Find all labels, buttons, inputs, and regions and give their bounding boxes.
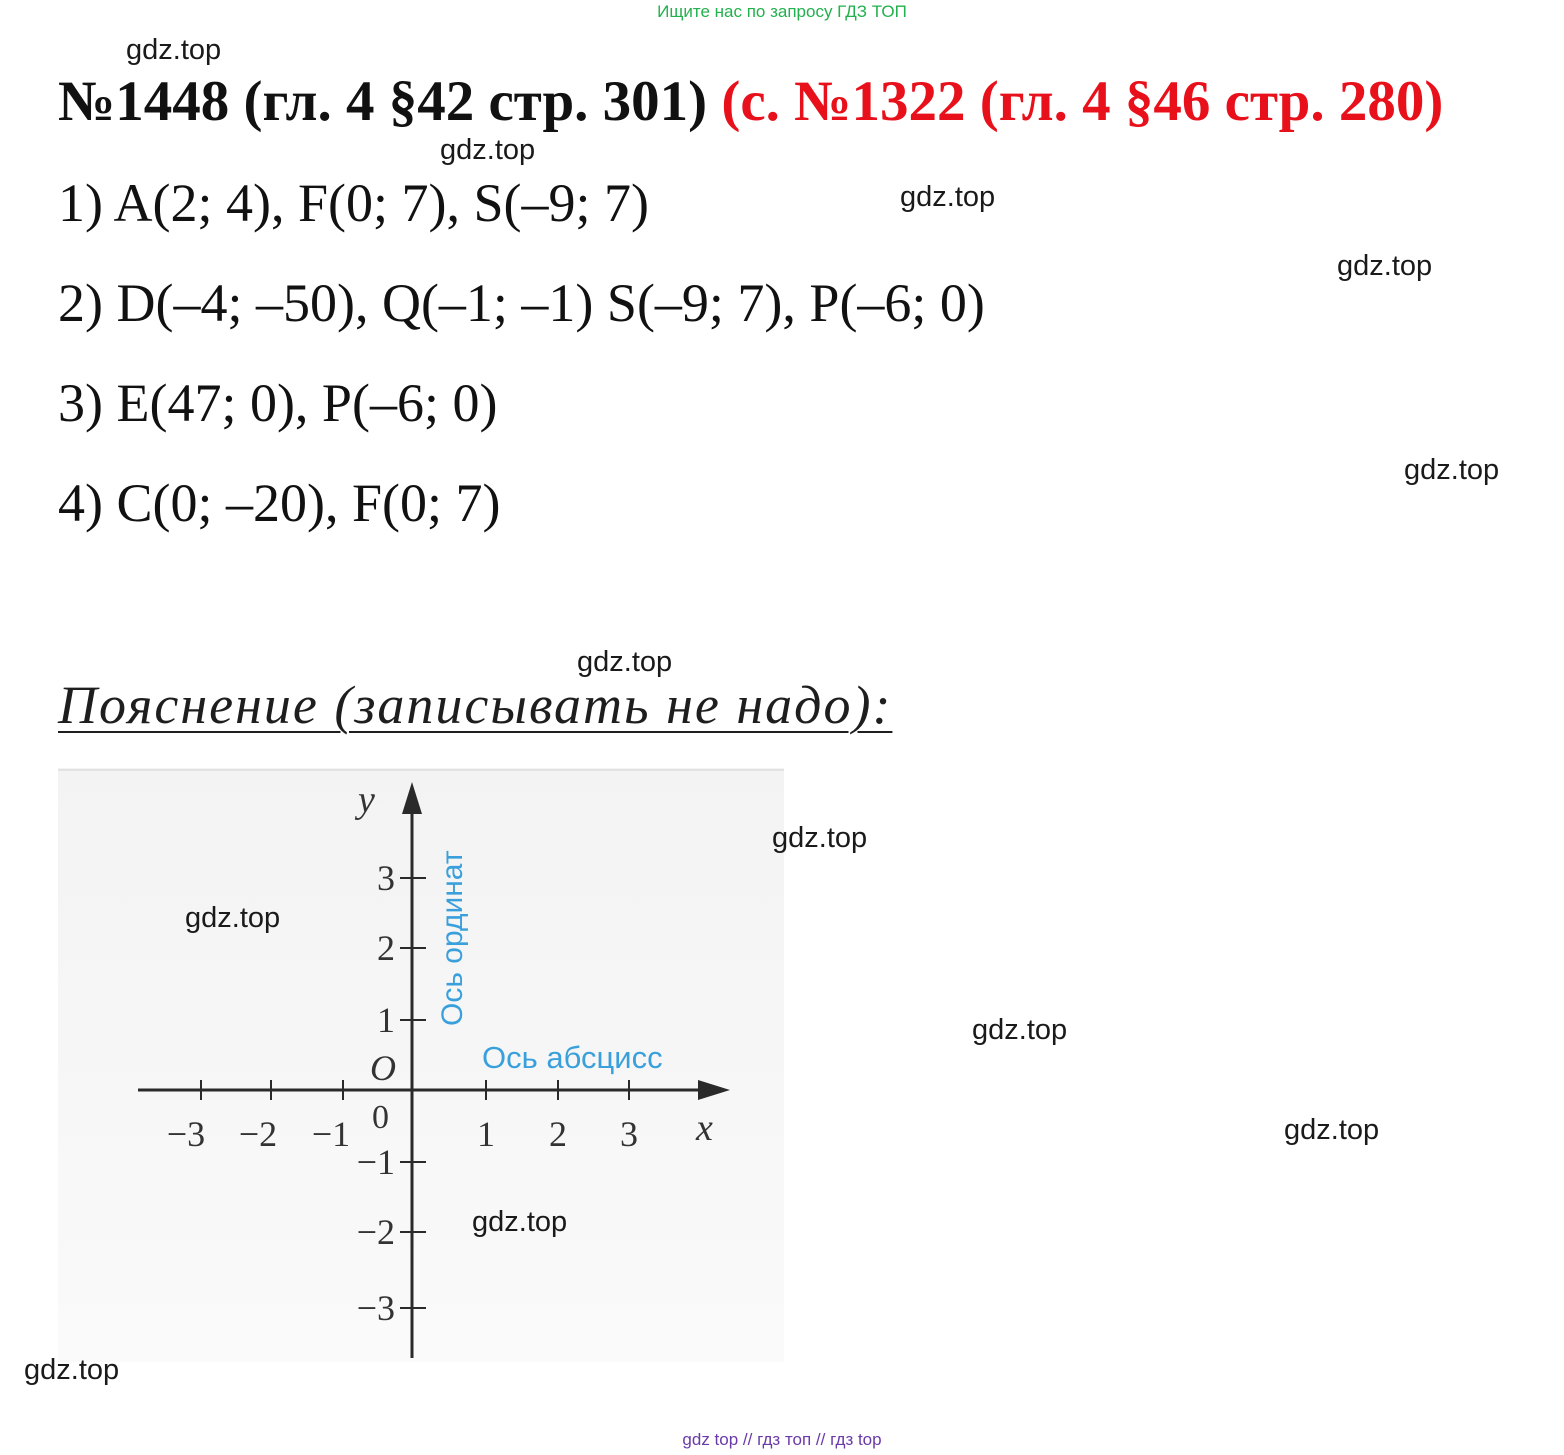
watermark: gdz.top xyxy=(972,1014,1068,1046)
x-tick-label: 2 xyxy=(549,1114,567,1154)
y-tick-label: 1 xyxy=(377,1000,395,1040)
title-alt-edition: (с. №1322 (гл. 4 §46 стр. 280) xyxy=(721,70,1444,133)
watermark: gdz.top xyxy=(1284,1114,1380,1146)
watermark: gdz.top xyxy=(1404,454,1500,486)
coordinate-plane-svg xyxy=(58,768,784,1362)
scan-background xyxy=(58,768,784,1362)
search-banner: Ищите нас по запросу ГДЗ ТОП xyxy=(657,2,907,21)
ordinate-axis-caption: Ось ординат xyxy=(436,850,469,1026)
y-tick-label: 3 xyxy=(377,858,395,898)
origin-label: O xyxy=(370,1048,396,1088)
watermark: gdz.top xyxy=(900,181,996,213)
y-tick-label: −3 xyxy=(356,1288,395,1328)
x-tick-label: −1 xyxy=(311,1114,351,1154)
footer-links: gdz top // гдз топ // гдз top xyxy=(682,1430,882,1449)
watermark: gdz.top xyxy=(772,822,868,854)
title-main: №1448 (гл. 4 §42 стр. 301) xyxy=(58,70,708,133)
abscissa-axis-caption: Ось абсцисс xyxy=(482,1040,663,1075)
x-tick-label: 3 xyxy=(620,1114,638,1154)
explanation-heading: Пояснение (записывать не надо): xyxy=(58,675,893,735)
watermark: gdz.top xyxy=(472,1206,568,1238)
x-tick-label: 1 xyxy=(477,1114,495,1154)
answer-line-1: 1) A(2; 4), F(0; 7), S(–9; 7) xyxy=(58,173,649,233)
x-tick-label: −2 xyxy=(238,1114,278,1154)
watermark: gdz.top xyxy=(126,34,222,66)
answer-line-4: 4) C(0; –20), F(0; 7) xyxy=(58,473,501,533)
y-axis-name: y xyxy=(358,779,375,821)
zero-label: 0 xyxy=(372,1099,389,1136)
watermark: gdz.top xyxy=(1337,250,1433,282)
watermark: gdz.top xyxy=(185,902,281,934)
watermark: gdz.top xyxy=(24,1354,120,1386)
answer-line-3: 3) E(47; 0), P(–6; 0) xyxy=(58,373,498,433)
coordinate-plane-figure xyxy=(58,768,784,1362)
watermark: gdz.top xyxy=(577,646,673,678)
y-tick-label: −1 xyxy=(356,1142,395,1182)
watermark: gdz.top xyxy=(440,134,536,166)
x-tick-label: −3 xyxy=(166,1114,206,1154)
y-tick-label: 2 xyxy=(377,928,395,968)
x-axis-name: x xyxy=(696,1107,713,1149)
y-tick-label: −2 xyxy=(356,1212,395,1252)
page-title xyxy=(58,70,1443,134)
answer-line-2: 2) D(–4; –50), Q(–1; –1) S(–9; 7), P(–6; 0) xyxy=(58,273,985,333)
